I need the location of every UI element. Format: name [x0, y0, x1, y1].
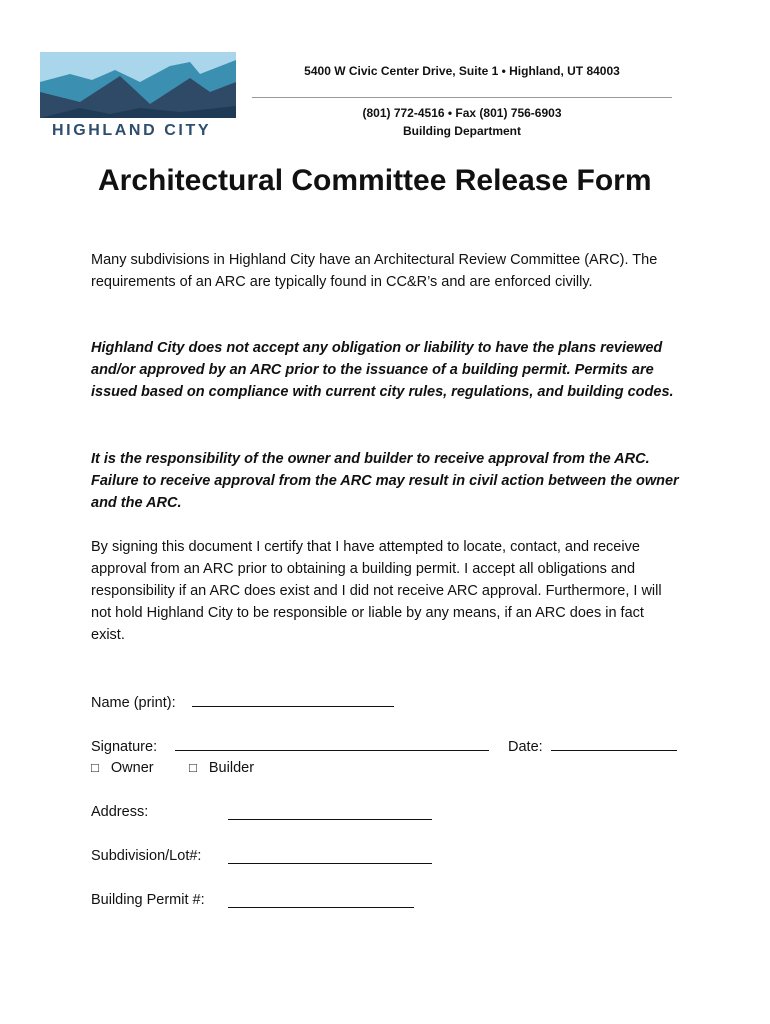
subdivision-input-line[interactable]: [228, 849, 432, 864]
subdivision-label: Subdivision/Lot#:: [91, 848, 202, 864]
mountain-logo-icon: [40, 52, 236, 118]
header-phone: (801) 772-4516 • Fax (801) 756-6903: [362, 106, 562, 120]
name-field-row: [91, 692, 394, 713]
date-label: Date:: [508, 739, 543, 755]
name-label: Name (print):: [91, 695, 176, 711]
signature-field-row: [91, 736, 489, 757]
address-label: Address:: [91, 804, 149, 820]
owner-label: Owner: [110, 760, 154, 776]
owner-checkbox[interactable]: □: [91, 760, 99, 775]
header-address: 5400 W Civic Center Drive, Suite 1 • Highland, UT 84003: [304, 64, 620, 78]
certification-paragraph: By signing this document I certify that I have attempted to locate, contact, and receive approval from an ARC prior to obtaining a building permit. I accept all obligations and responsibility if an ARC does exist and I did not receive ARC approval. Furthermore, I will not hold Highland City to be responsible or liable by any means, if an ARC does in fact exist.: [91, 539, 662, 643]
header-divider: [252, 97, 672, 98]
page-title: Architectural Committee Release Form: [98, 164, 652, 197]
signature-input-line[interactable]: [175, 736, 489, 751]
signature-label: Signature:: [91, 739, 158, 755]
intro-paragraph: Many subdivisions in Highland City have an Architectural Review Committee (ARC). The requirements of an ARC are typically found in CC&R’s and are enforced civilly.: [91, 252, 658, 290]
permit-input-line[interactable]: [228, 893, 414, 908]
builder-label: Builder: [208, 760, 255, 776]
name-input-line[interactable]: [192, 692, 394, 707]
builder-checkbox-row[interactable]: [189, 758, 254, 778]
address-input-line[interactable]: [228, 805, 432, 820]
builder-checkbox[interactable]: □: [189, 760, 197, 775]
header-department: Building Department: [402, 124, 521, 138]
permit-field-row: [91, 890, 205, 910]
date-field-row: [508, 736, 677, 757]
address-field-row: [91, 802, 148, 822]
permit-label: Building Permit #:: [91, 892, 205, 908]
subdivision-field-row: [91, 846, 201, 866]
responsibility-paragraph: It is the responsibility of the owner and builder to receive approval from the ARC. Failure to receive approval from the ARC may result in civil action between the owner and the ARC.: [91, 451, 679, 511]
disclaimer-paragraph: Highland City does not accept any obligation or liability to have the plans reviewed and/or approved by an ARC prior to the issuance of a building permit. Permits are issued based on compliance with current city rules, regulations, and building codes.: [91, 340, 674, 400]
date-input-line[interactable]: [551, 736, 677, 751]
owner-checkbox-row[interactable]: [91, 758, 154, 778]
header-contact: [252, 104, 672, 140]
logo-wordmark: HIGHLAND CITY: [52, 122, 212, 139]
